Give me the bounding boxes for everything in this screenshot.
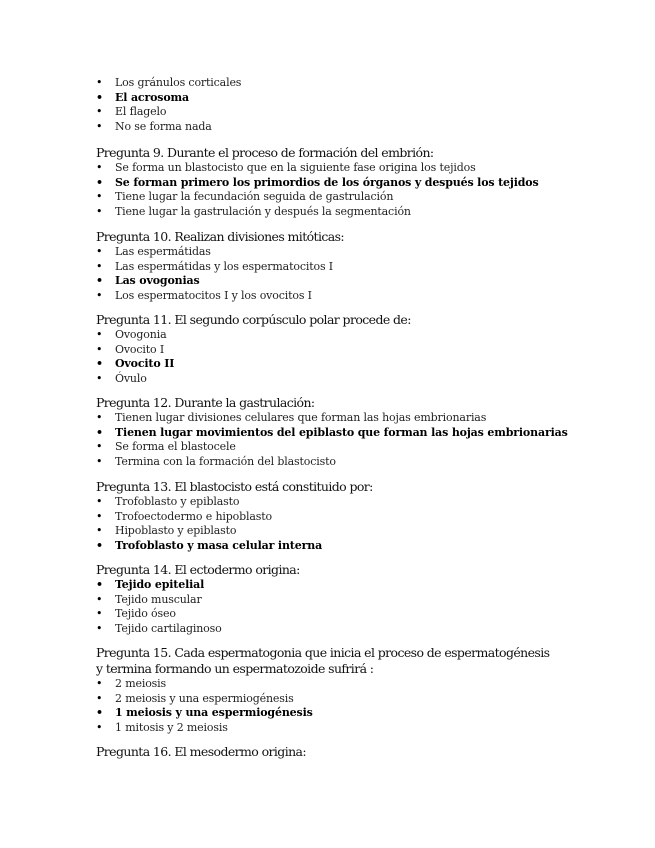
bullet-icon: •	[96, 274, 103, 287]
bullet-icon: •	[96, 454, 103, 468]
option-item	[96, 510, 636, 525]
bullet-icon: •	[96, 578, 103, 591]
bullet-icon: •	[96, 706, 103, 719]
bullet-icon: •	[96, 691, 103, 705]
option-item	[96, 593, 636, 608]
bullet-icon: •	[96, 538, 103, 552]
option-item	[96, 161, 636, 176]
bullet-icon: •	[96, 607, 103, 620]
option-item	[96, 455, 636, 470]
option-item-correct	[96, 357, 636, 372]
option-item-correct	[96, 706, 551, 721]
question-title: Pregunta 9. Durante el proceso de formación del embrión:	[96, 145, 434, 160]
bullet-icon: •	[96, 509, 103, 523]
question-13	[96, 479, 636, 553]
option-list	[96, 677, 551, 735]
option-item-correct	[96, 539, 636, 554]
option-text: Los gránulos corticales	[115, 76, 242, 89]
option-item	[96, 622, 636, 637]
option-text: El acrosoma	[115, 90, 189, 104]
bullet-icon: •	[96, 328, 103, 341]
bullet-icon: •	[96, 524, 103, 537]
option-item	[96, 495, 636, 510]
bullet-icon: •	[96, 592, 103, 606]
option-text: Ovocito II	[115, 357, 175, 370]
option-list	[96, 328, 636, 386]
option-text: Se forman primero los primordios de los órganos y después los tejidos	[115, 175, 539, 189]
option-item	[96, 245, 636, 260]
option-text: Las espermátidas	[115, 245, 211, 258]
option-item-correct	[96, 426, 636, 441]
option-text: Tejido epitelial	[115, 578, 205, 591]
bullet-icon: •	[96, 161, 103, 174]
question-title: Pregunta 13. El blastocisto está constituido por:	[96, 479, 373, 494]
bullet-icon: •	[96, 342, 103, 356]
option-item	[96, 411, 636, 426]
question-11	[96, 312, 636, 386]
bullet-icon: •	[96, 119, 103, 133]
bullet-icon: •	[96, 76, 103, 89]
question-16	[96, 744, 636, 760]
intro-option-list	[96, 76, 636, 134]
option-text: Ovogonia	[115, 328, 167, 341]
option-text: Se forma el blastocele	[115, 440, 236, 453]
bullet-icon: •	[96, 371, 103, 385]
option-text: Tiene lugar la gastrulación y después la segmentación	[115, 204, 411, 218]
option-text: Tejido muscular	[115, 592, 202, 606]
bullet-icon: •	[96, 175, 103, 189]
option-text: Tiene lugar la fecundación seguida de gastrulación	[115, 190, 394, 203]
option-item	[96, 692, 551, 707]
option-text: Hipoblasto y epiblasto	[115, 524, 237, 537]
question-title: Pregunta 16. El mesodermo origina:	[96, 744, 307, 759]
option-item	[96, 289, 636, 304]
bullet-icon: •	[96, 259, 103, 273]
bullet-icon: •	[96, 190, 103, 203]
question-title: Pregunta 11. El segundo corpúsculo polar procede de:	[96, 312, 411, 327]
question-title: Pregunta 10. Realizan divisiones mitóticas:	[96, 229, 345, 244]
option-item	[96, 76, 636, 91]
option-list	[96, 245, 636, 303]
option-item	[96, 607, 636, 622]
option-item-correct	[96, 91, 636, 106]
question-10	[96, 229, 636, 303]
bullet-icon: •	[96, 357, 103, 370]
option-item	[96, 105, 636, 120]
question-15	[96, 645, 551, 735]
question-14	[96, 562, 636, 636]
option-text: Los espermatocitos I y los ovocitos I	[115, 288, 312, 302]
option-item	[96, 372, 636, 387]
bullet-icon: •	[96, 288, 103, 302]
option-item-correct	[96, 578, 636, 593]
bullet-icon: •	[96, 425, 103, 439]
option-text: Óvulo	[115, 371, 147, 385]
option-text: Tienen lugar movimientos del epiblasto que forman las hojas embrionarias	[115, 425, 568, 439]
option-text: No se forma nada	[115, 119, 212, 133]
option-item	[96, 260, 636, 275]
bullet-icon: •	[96, 245, 103, 258]
option-text: Las espermátidas y los espermatocitos I	[115, 259, 333, 273]
option-text: Trofoblasto y masa celular interna	[115, 538, 323, 552]
bullet-icon: •	[96, 495, 103, 508]
bullet-icon: •	[96, 440, 103, 453]
option-item	[96, 205, 636, 220]
question-title: Pregunta 12. Durante la gastrulación:	[96, 395, 315, 410]
bullet-icon: •	[96, 677, 103, 690]
option-item	[96, 721, 551, 736]
option-text: Termina con la formación del blastocisto	[115, 454, 336, 468]
option-list	[96, 578, 636, 636]
option-list	[96, 161, 636, 219]
question-12	[96, 395, 636, 469]
bullet-icon: •	[96, 720, 103, 734]
option-item	[96, 343, 636, 358]
bullet-icon: •	[96, 621, 103, 635]
option-item	[96, 677, 551, 692]
option-text: Tienen lugar divisiones celulares que forman las hojas embrionarias	[115, 411, 487, 424]
question-title: Pregunta 15. Cada espermatogonia que inicia el proceso de espermatogénesis y termina formando un espermatozoide sufrirá :	[96, 645, 550, 676]
bullet-icon: •	[96, 204, 103, 218]
option-list	[96, 495, 636, 553]
option-text: 2 meiosis y una espermiogénesis	[115, 691, 294, 705]
option-text: 2 meiosis	[115, 677, 167, 690]
option-text: El flagelo	[115, 105, 167, 118]
question-9	[96, 145, 636, 219]
option-text: Trofoblasto y epiblasto	[115, 495, 240, 508]
option-item	[96, 120, 636, 135]
bullet-icon: •	[96, 90, 103, 104]
option-item	[96, 440, 636, 455]
option-text: 1 meiosis y una espermiogénesis	[115, 706, 313, 719]
bullet-icon: •	[96, 105, 103, 118]
option-item	[96, 190, 636, 205]
option-text: Ovocito I	[115, 342, 165, 356]
option-item-correct	[96, 274, 636, 289]
option-text: Las ovogonias	[115, 274, 200, 287]
question-title: Pregunta 14. El ectodermo origina:	[96, 562, 300, 577]
option-text: Tejido óseo	[115, 607, 176, 620]
option-list	[96, 411, 636, 469]
option-text: Tejido cartilaginoso	[115, 621, 222, 635]
option-text: Se forma un blastocisto que en la siguiente fase origina los tejidos	[115, 161, 476, 174]
option-item	[96, 524, 636, 539]
option-text: 1 mitosis y 2 meiosis	[115, 720, 228, 734]
option-text: Trofoectodermo e hipoblasto	[115, 509, 273, 523]
bullet-icon: •	[96, 411, 103, 424]
option-item-correct	[96, 176, 636, 191]
option-item	[96, 328, 636, 343]
